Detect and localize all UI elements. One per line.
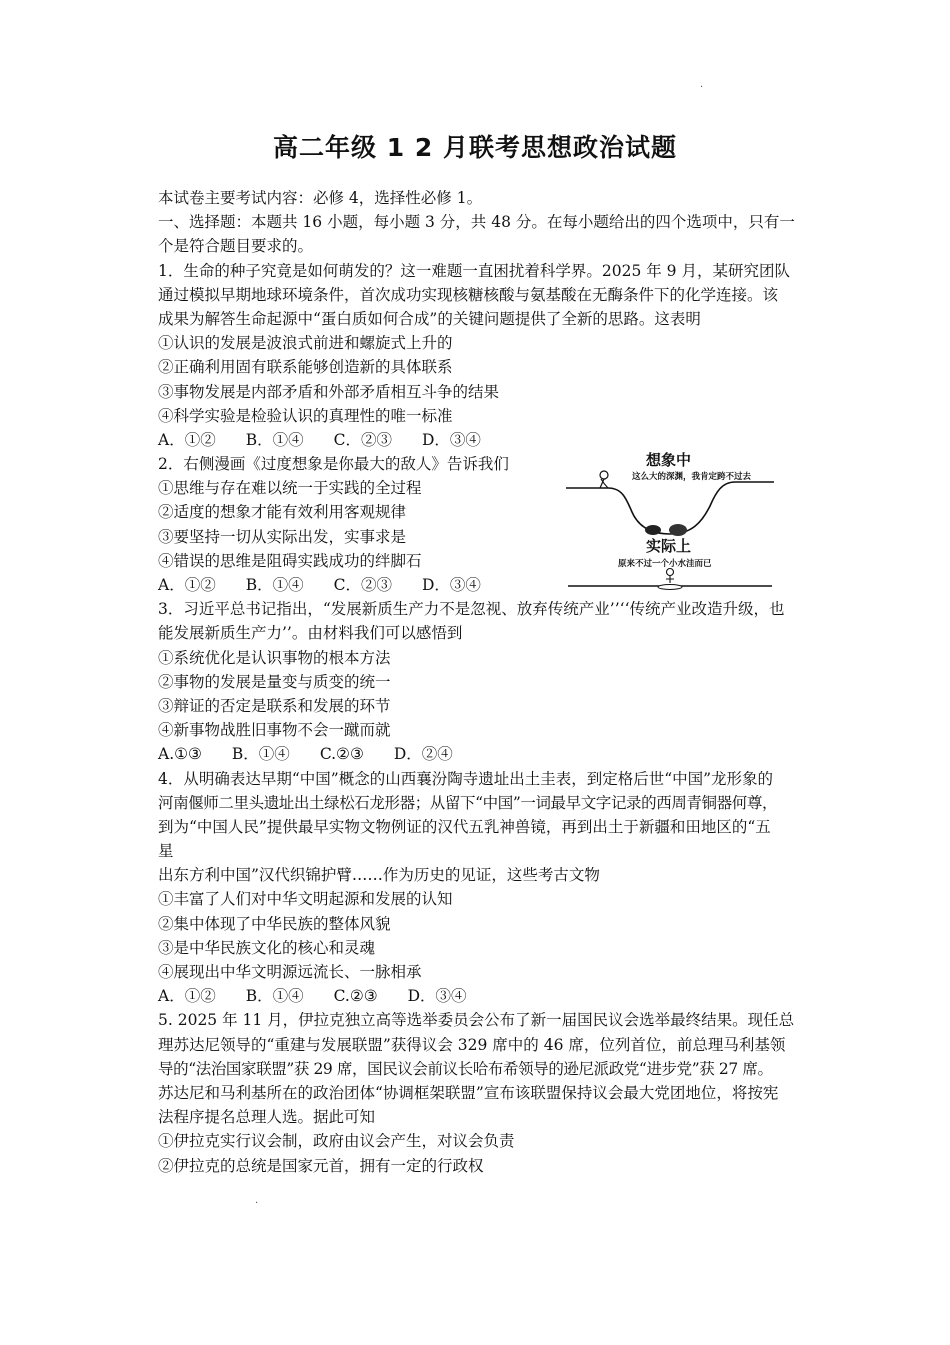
q5-stem-line-2: 理苏达尼领导的“重建与发展联盟”获得议会 329 席中的 46 席，位列首位，前总理马利基领	[158, 1035, 786, 1054]
q1-option-c: C．②③	[333, 430, 392, 449]
q2-option-d: D．③④	[421, 576, 481, 594]
q3-option-a: A.①③	[158, 745, 202, 764]
q2-cartoon	[560, 446, 780, 606]
q1-item-2: ②正确利用固有联系能够创造新的具体联系	[158, 358, 453, 377]
q4-item-3: ③是中华民族文化的核心和灵魂	[158, 938, 376, 957]
q5-stem-line-5: 法程序提名总理人选。据此可知	[158, 1108, 376, 1127]
q4-item-1: ①丰富了人们对中华文明起源和发展的认知	[158, 890, 453, 909]
q2-item-1: ①思维与存在难以统一于实践的全过程	[158, 479, 422, 498]
section-instructions-line-1: 一、选择题：本题共 16 小题，每小题 3 分，共 48 分。在每小题给出的四个选项中，只有一	[158, 213, 795, 232]
q3-option-d: D．②④	[393, 745, 453, 764]
q5-stem-line-1: 5. 2025 年 11 月，伊拉克独立高等选举委员会公布了新一届国民议会选举最终结果。现任总	[158, 1011, 795, 1030]
q3-item-2: ②事物的发展是量变与质变的统一	[158, 672, 391, 691]
rock-left	[645, 525, 661, 535]
q4-item-4: ④展现出中华文明源远流长、一脉相承	[158, 963, 422, 981]
cartoon-bottom-caption: 原来不过一个小水洼而已	[618, 559, 712, 569]
q3-option-b: B．①④	[231, 745, 290, 764]
q4-options	[158, 984, 808, 1008]
q3-item-4: ④新事物战胜旧事物不会一蹴而就	[158, 721, 391, 740]
section-instructions-line-2: 个是符合题目要求的。	[158, 237, 314, 256]
puddle	[658, 585, 682, 590]
figure-head-top	[600, 471, 608, 479]
q2-item-4: ④错误的思维是阻碍实践成功的绊脚石	[158, 551, 422, 570]
q3-option-c: C.②③	[319, 745, 364, 764]
q3-stem-line-1: 3．习近平总书记指出，“发展新质生产力不是忽视、放弃传统产业’’‘‘传统产业改造升级，也	[158, 600, 785, 619]
q5-stem-line-4: 苏达尼和马利基所在的政治团体“协调框架联盟”宣布该联盟保持议会最大党团地位，将按宪	[158, 1083, 779, 1102]
q1-option-b: B．①④	[245, 430, 304, 449]
q5-item-2: ②伊拉克的总统是国家元首，拥有一定的行政权	[158, 1156, 484, 1175]
figure-body-bottom	[666, 576, 674, 583]
figure-head-bottom	[667, 569, 674, 576]
q1-option-a: A．①②	[158, 430, 216, 449]
figure-body-top	[600, 479, 608, 488]
q4-stem-line-5: 出东方利中国”汉代织锦护臂……作为历史的见证，这些考古文物	[158, 866, 600, 885]
exam-content	[158, 186, 808, 1178]
page-title: 高二年级 1 2 月联考思想政治试题	[273, 133, 677, 162]
cartoon-top-caption: 这么大的深渊，我肯定跨不过去	[632, 472, 752, 482]
rock-right	[669, 524, 687, 536]
q5-item-1: ①伊拉克实行议会制，政府由议会产生，对议会负责	[158, 1132, 515, 1151]
q2-option-c: C．②③	[333, 576, 392, 594]
q3-item-3: ③辩证的否定是联系和发展的环节	[158, 696, 391, 715]
q4-option-b: B．①④	[245, 987, 304, 1006]
q1-stem-line-2: 通过模拟早期地球环境条件，首次成功实现核糖核酸与氨基酸在无酶条件下的化学连接。该	[158, 285, 779, 304]
q1-stem-line-1: 1．生命的种子究竟是如何萌发的？这一难题一直困扰着科学界。2025 年 9 月，某研究团队	[158, 261, 790, 280]
q2-item-3: ③要坚持一切从实际出发，实事求是	[158, 527, 407, 546]
q4-option-a: A．①②	[158, 987, 216, 1006]
q1-item-4: ④科学实验是检验认识的真理性的唯一标准	[158, 406, 453, 425]
q4-stem-line-2: 河南偃师二里头遗址出土绿松石龙形器；从留下“中国”一词最早文字记录的西周青铜器何尊，	[158, 793, 778, 812]
cartoon-illustration	[560, 446, 780, 606]
q1-item-3: ③事物发展是内部矛盾和外部矛盾相互斗争的结果	[158, 382, 500, 401]
q2-option-a: A．①②	[158, 576, 216, 594]
cartoon-top-title: 想象中	[646, 451, 692, 469]
q4-option-c: C.②③	[333, 987, 378, 1006]
q1-option-d: D．③④	[421, 430, 481, 449]
q3-stem-line-2: 能发展新质生产力’’。由材料我们可以感悟到	[158, 624, 463, 643]
q1-item-1: ①认识的发展是波浪式前进和螺旋式上升的	[158, 334, 453, 353]
chasm-outline	[566, 482, 774, 534]
exam-scope: 本试卷主要考试内容：必修 4，选择性必修 1。	[158, 189, 483, 207]
cartoon-bottom-title: 实际上	[646, 537, 692, 555]
q3-item-1: ①系统优化是认识事物的根本方法	[158, 648, 391, 667]
q4-stem-line-1: 4．从明确表达早期“中国”概念的山西襄汾陶寺遗址出土圭表，到定格后世“中国”龙形象的	[158, 769, 774, 788]
q4-item-2: ②集中体现了中华民族的整体风貌	[158, 914, 391, 933]
q4-stem-line-4: 星	[158, 842, 174, 861]
q3-options	[158, 742, 808, 766]
q1-stem-line-3: 成果为解答生命起源中“蛋白质如何合成”的关键问题提供了全新的思路。这表明	[158, 309, 701, 328]
q4-option-d: D．③④	[407, 987, 467, 1006]
footer-mark: ·	[255, 1198, 259, 1209]
q4-stem-line-3: 到为“中国人民”提供最早实物文物例证的汉代五乳神兽镜，再到出土于新疆和田地区的“五	[158, 817, 771, 836]
q2-item-2: ②适度的想象才能有效利用客观规律	[158, 503, 407, 522]
q5-stem-line-3: 导的“法治国家联盟”获 29 席，国民议会前议长哈布希领导的逊尼派政党“进步党”获 27 席。	[158, 1059, 773, 1078]
corner-mark: ·	[700, 82, 704, 93]
q2-stem: 2．右侧漫画《过度想象是你最大的敌人》告诉我们	[158, 455, 509, 474]
q2-option-b: B．①④	[245, 576, 304, 594]
